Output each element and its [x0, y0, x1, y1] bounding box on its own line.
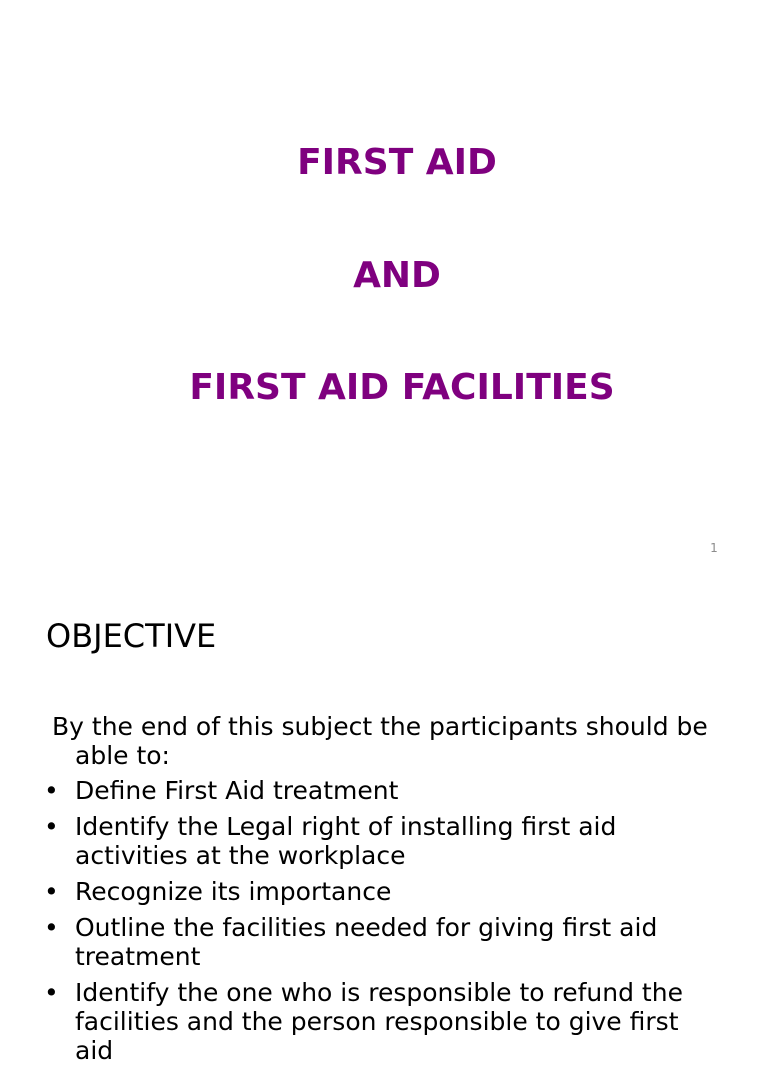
list-item	[44, 978, 724, 1065]
list-item	[44, 812, 724, 870]
list-item-text: Identify the Legal right of installing first aid activities at the workplace	[75, 812, 617, 870]
list-item-text: Define First Aid treatment	[75, 776, 399, 805]
list-item-text: Recognize its importance	[75, 877, 392, 906]
bullet-icon: •	[44, 776, 59, 805]
bullet-icon: •	[44, 812, 59, 841]
intro-text	[52, 712, 732, 770]
list-item	[44, 877, 724, 906]
list-item	[44, 776, 724, 805]
title-line-and: AND	[353, 255, 441, 296]
title-line-first-aid: FIRST AID	[297, 142, 497, 183]
intro-text-content: By the end of this subject the participants should be able to:	[52, 712, 708, 770]
list-item	[44, 913, 724, 971]
objective-slide	[0, 576, 768, 1065]
title-line-first-aid-facilities: FIRST AID FACILITIES	[189, 367, 615, 408]
slide-number: 1	[710, 541, 718, 555]
list-item-text: Outline the facilities needed for giving first aid treatment	[75, 913, 658, 971]
bullet-icon: •	[44, 877, 59, 906]
bullet-icon: •	[44, 978, 59, 1007]
objective-list	[44, 776, 724, 1072]
bullet-icon: •	[44, 913, 59, 942]
objective-heading: OBJECTIVE	[46, 617, 217, 655]
list-item-text: Identify the one who is responsible to refund the facilities and the person responsible to give first aid	[75, 978, 683, 1065]
